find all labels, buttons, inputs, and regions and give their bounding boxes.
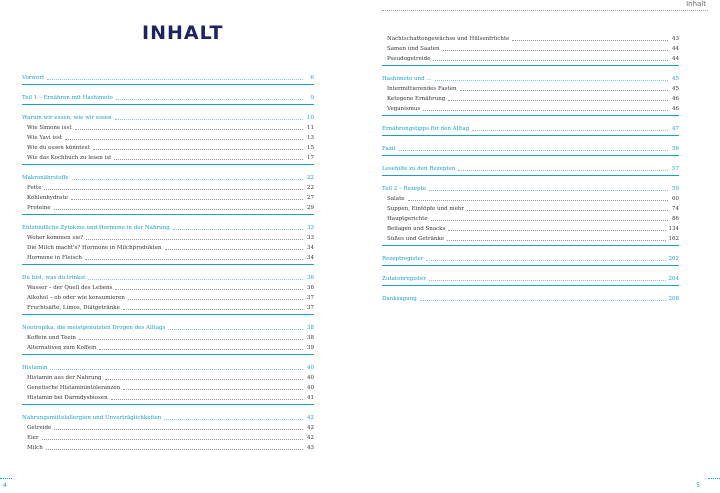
entry-label: Kohlenhydrate bbox=[27, 194, 68, 201]
dot-leader bbox=[467, 210, 668, 211]
dot-leader bbox=[472, 130, 668, 131]
entry-page-number: 36 bbox=[307, 274, 314, 281]
toc-section-entry bbox=[22, 271, 314, 281]
toc-section bbox=[382, 182, 679, 246]
entry-page-number: 15 bbox=[307, 144, 314, 151]
entry-label: Suppen, Eintöpfe und mehr bbox=[387, 205, 465, 212]
entry-label: Hashimoto und ... bbox=[382, 75, 432, 82]
entry-page-number: 38 bbox=[307, 324, 314, 331]
dot-leader bbox=[123, 389, 303, 390]
toc-section-entry bbox=[382, 272, 679, 282]
toc-sub-entry bbox=[22, 131, 314, 141]
toc-sub-entry bbox=[382, 92, 679, 102]
toc-section bbox=[382, 72, 679, 116]
toc-sub-entry bbox=[22, 201, 314, 211]
entry-page-number: 45 bbox=[672, 75, 679, 82]
entry-label: Wie das Kochbuch zu lesen ist bbox=[27, 154, 112, 161]
entry-label: Koffein und Teein bbox=[27, 334, 76, 341]
entry-page-number: 46 bbox=[672, 95, 679, 102]
entry-label: Genetische Histaminintoleranzen bbox=[27, 384, 121, 391]
toc-sub-entry bbox=[22, 241, 314, 251]
dot-leader bbox=[460, 90, 668, 91]
folio-rule bbox=[708, 478, 720, 479]
toc-section-entry bbox=[382, 292, 679, 302]
toc-section bbox=[22, 91, 314, 105]
dot-leader bbox=[429, 280, 666, 281]
entry-label: Makronährstoffe bbox=[22, 174, 69, 181]
entry-label: Du bist, was du trinkst bbox=[22, 274, 86, 281]
entry-page-number: 134 bbox=[668, 225, 679, 232]
dot-leader bbox=[75, 129, 303, 130]
dot-leader bbox=[88, 279, 303, 280]
dot-leader bbox=[54, 209, 303, 210]
entry-label: Milch bbox=[27, 444, 43, 451]
dot-leader bbox=[93, 149, 303, 150]
dot-leader bbox=[50, 369, 303, 370]
entry-label: Getreide bbox=[27, 424, 52, 431]
entry-label: Histamin bbox=[22, 364, 48, 371]
dot-leader bbox=[173, 229, 303, 230]
entry-label: Ernährungstipps für den Alltag bbox=[382, 125, 470, 132]
entry-page-number: 45 bbox=[672, 85, 679, 92]
toc-section bbox=[382, 142, 679, 156]
entry-page-number: 42 bbox=[307, 424, 314, 431]
entry-page-number: 60 bbox=[672, 195, 679, 202]
toc-sub-entry bbox=[382, 212, 679, 222]
toc-sub-entry bbox=[22, 331, 314, 341]
dot-leader bbox=[54, 429, 303, 430]
dot-leader bbox=[431, 220, 668, 221]
entry-label: Wie Yavi isst bbox=[27, 134, 63, 141]
toc-section bbox=[382, 122, 679, 136]
toc-sub-entry bbox=[22, 441, 314, 451]
dot-leader bbox=[399, 150, 668, 151]
dot-leader bbox=[115, 289, 303, 290]
toc-sub-entry bbox=[22, 431, 314, 441]
toc-section-entry bbox=[22, 71, 314, 81]
dot-leader bbox=[443, 50, 669, 51]
dot-leader bbox=[408, 200, 668, 201]
toc-section bbox=[382, 162, 679, 176]
entry-label: Fette bbox=[27, 184, 42, 191]
dot-leader bbox=[114, 159, 303, 160]
entry-label: Die Milch macht's? Hormone in Milchprodukten bbox=[27, 244, 162, 251]
entry-label: Intermittierendes Fasten bbox=[387, 85, 457, 92]
entry-page-number: 11 bbox=[307, 124, 314, 131]
toc-section-entry bbox=[382, 122, 679, 132]
entry-page-number: 34 bbox=[307, 254, 314, 261]
entry-page-number: 37 bbox=[307, 294, 314, 301]
dot-leader bbox=[123, 309, 303, 310]
toc-section-entry bbox=[382, 72, 679, 82]
dot-leader bbox=[46, 449, 303, 450]
toc-sub-entry bbox=[22, 281, 314, 291]
toc-sub-entry bbox=[382, 202, 679, 212]
toc-sub-entry bbox=[382, 42, 679, 52]
toc-sub-entry bbox=[22, 181, 314, 191]
toc-sub-entry bbox=[382, 102, 679, 112]
dot-leader bbox=[447, 240, 665, 241]
entry-label: Danksagung bbox=[382, 295, 417, 302]
toc-sub-entry bbox=[22, 381, 314, 391]
toc-section-entry bbox=[22, 171, 314, 181]
entry-page-number: 37 bbox=[307, 304, 314, 311]
entry-label: Alkohol – ob oder wie konsumieren bbox=[27, 294, 125, 301]
toc-section-entry bbox=[382, 162, 679, 172]
dot-leader bbox=[433, 60, 668, 61]
entry-page-number: 56 bbox=[672, 145, 679, 152]
dot-leader bbox=[115, 119, 303, 120]
toc-section-entry bbox=[22, 221, 314, 231]
entry-label: Fruchtsäfte, Limos, Diätgetränke bbox=[27, 304, 120, 311]
toc-sub-entry bbox=[22, 251, 314, 261]
dot-leader bbox=[423, 110, 668, 111]
entry-label: Nahrungsmittelallergien und Unverträglichkeiten bbox=[22, 414, 162, 421]
toc-section bbox=[22, 411, 314, 454]
entry-page-number: 27 bbox=[307, 194, 314, 201]
entry-label: Lesehilfe zu den Rezepten bbox=[382, 165, 456, 172]
toc-sub-entry bbox=[382, 82, 679, 92]
toc-sub-entry bbox=[22, 121, 314, 131]
entry-label: Hauptgerichte bbox=[387, 215, 428, 222]
toc-section bbox=[382, 292, 679, 305]
dot-leader bbox=[168, 329, 303, 330]
entry-page-number: 202 bbox=[668, 255, 679, 262]
entry-page-number: 41 bbox=[307, 394, 314, 401]
dot-leader bbox=[448, 230, 665, 231]
toc-section bbox=[22, 321, 314, 355]
toc-section bbox=[22, 71, 314, 85]
dot-leader bbox=[71, 199, 303, 200]
toc-section-entry bbox=[22, 321, 314, 331]
entry-label: Zutatenregister bbox=[382, 275, 426, 282]
dot-leader bbox=[85, 259, 303, 260]
entry-page-number: 13 bbox=[307, 134, 314, 141]
dot-leader bbox=[128, 299, 303, 300]
entry-page-number: 59 bbox=[672, 185, 679, 192]
entry-label: Nachtschattengewächse und Hülsenfrüchte bbox=[387, 35, 510, 42]
dot-leader bbox=[65, 139, 303, 140]
entry-page-number: 43 bbox=[307, 444, 314, 451]
dot-leader bbox=[512, 40, 668, 41]
entry-page-number: 17 bbox=[307, 154, 314, 161]
entry-page-number: 22 bbox=[307, 184, 314, 191]
entry-label: Ketogene Ernährung bbox=[387, 95, 446, 102]
entry-page-number: 40 bbox=[307, 384, 314, 391]
dot-leader bbox=[448, 100, 668, 101]
entry-label: Eier bbox=[27, 434, 39, 441]
entry-page-number: 74 bbox=[672, 205, 679, 212]
dot-leader bbox=[99, 349, 303, 350]
page-number-right: 5 bbox=[696, 482, 700, 489]
entry-page-number: 38 bbox=[307, 334, 314, 341]
toc-sub-entry bbox=[22, 151, 314, 161]
entry-label: Wie du essen könntest bbox=[27, 144, 90, 151]
entry-page-number: 9 bbox=[310, 94, 314, 101]
entry-page-number: 33 bbox=[307, 234, 314, 241]
entry-label: Süßes und Getränke bbox=[387, 235, 445, 242]
toc-section bbox=[22, 111, 314, 165]
dot-leader bbox=[164, 419, 303, 420]
entry-page-number: 42 bbox=[307, 434, 314, 441]
entry-label: Wasser – der Quell des Lebens bbox=[27, 284, 113, 291]
entry-page-number: 42 bbox=[307, 414, 314, 421]
toc-sub-entry bbox=[22, 231, 314, 241]
toc-section bbox=[22, 221, 314, 265]
toc-sub-entry bbox=[382, 192, 679, 202]
entry-page-number: 6 bbox=[310, 74, 314, 81]
right-page bbox=[360, 0, 720, 493]
toc-section bbox=[382, 272, 679, 286]
toc-section-entry bbox=[22, 91, 314, 101]
dot-leader bbox=[116, 99, 303, 100]
entry-label: Nootropika, die meistgenutzten Drogen des Alltags bbox=[22, 324, 166, 331]
entry-page-number: 46 bbox=[672, 105, 679, 112]
dot-leader bbox=[458, 170, 668, 171]
toc-section bbox=[22, 271, 314, 315]
entry-page-number: 34 bbox=[307, 244, 314, 251]
toc-right bbox=[382, 32, 679, 311]
dot-leader bbox=[105, 379, 303, 380]
toc-section bbox=[22, 361, 314, 405]
toc-sub-entry bbox=[382, 52, 679, 62]
entry-page-number: 10 bbox=[307, 114, 314, 121]
entry-label: Woher kommen sie? bbox=[27, 234, 84, 241]
toc-section bbox=[22, 171, 314, 215]
entry-page-number: 36 bbox=[307, 284, 314, 291]
toc-sub-entry bbox=[22, 141, 314, 151]
toc-sub-entry bbox=[382, 32, 679, 42]
toc-continued-block bbox=[382, 32, 679, 66]
entry-page-number: 40 bbox=[307, 364, 314, 371]
dot-leader bbox=[72, 179, 303, 180]
entry-page-number: 29 bbox=[307, 204, 314, 211]
toc-sub-entry bbox=[22, 391, 314, 401]
entry-label: Warum wir essen, wie wir essen bbox=[22, 114, 112, 121]
toc-section-entry bbox=[382, 252, 679, 262]
entry-label: Entzündliche Zytokine und Hormone in der Nahrung bbox=[22, 224, 170, 231]
folio-rule bbox=[0, 478, 12, 479]
entry-page-number: 33 bbox=[307, 224, 314, 231]
page-number-left: 4 bbox=[3, 482, 7, 489]
toc-section bbox=[382, 252, 679, 266]
dot-leader bbox=[435, 80, 668, 81]
toc-sub-entry bbox=[382, 222, 679, 232]
dot-leader bbox=[111, 399, 303, 400]
entry-label: Rezeptregister bbox=[382, 255, 424, 262]
toc-sub-entry bbox=[382, 232, 679, 242]
entry-label: Vorwort bbox=[22, 74, 45, 81]
entry-page-number: 57 bbox=[672, 165, 679, 172]
entry-label: Veganismus bbox=[387, 105, 421, 112]
toc-section-entry bbox=[382, 142, 679, 152]
entry-page-number: 47 bbox=[672, 125, 679, 132]
toc-sub-entry bbox=[22, 291, 314, 301]
dot-leader bbox=[86, 239, 303, 240]
entry-label: Histamin aus der Nahrung bbox=[27, 374, 102, 381]
entry-label: Hormone in Fleisch bbox=[27, 254, 82, 261]
toc-sub-entry bbox=[22, 371, 314, 381]
entry-page-number: 208 bbox=[668, 295, 679, 302]
toc-sub-entry bbox=[22, 191, 314, 201]
toc-sub-entry bbox=[22, 421, 314, 431]
toc-sub-entry bbox=[22, 301, 314, 311]
entry-label: Proteine bbox=[27, 204, 51, 211]
entry-page-number: 44 bbox=[672, 45, 679, 52]
entry-label: Alternativen zum Koffein bbox=[27, 344, 97, 351]
entry-label: Histamin bei Darmdysbiosen bbox=[27, 394, 108, 401]
dot-leader bbox=[42, 439, 303, 440]
dot-leader bbox=[426, 260, 665, 261]
entry-page-number: 86 bbox=[672, 215, 679, 222]
header-rule bbox=[382, 10, 708, 11]
toc-section-entry bbox=[382, 182, 679, 192]
dot-leader bbox=[44, 189, 303, 190]
entry-label: Beilagen und Snacks bbox=[387, 225, 446, 232]
entry-label: Teil 1 – Ernähren mit Hashimoto bbox=[22, 94, 113, 101]
entry-page-number: 204 bbox=[668, 275, 679, 282]
entry-label: Fazit bbox=[382, 145, 396, 152]
entry-page-number: 162 bbox=[668, 235, 679, 242]
entry-page-number: 39 bbox=[307, 344, 314, 351]
entry-page-number: 44 bbox=[672, 55, 679, 62]
running-header: Inhalt bbox=[686, 0, 706, 8]
toc-section-entry bbox=[22, 411, 314, 421]
page-title: INHALT bbox=[142, 22, 224, 44]
entry-page-number: 40 bbox=[307, 374, 314, 381]
dot-leader bbox=[47, 79, 303, 80]
dot-leader bbox=[420, 300, 666, 301]
toc-left bbox=[22, 71, 314, 460]
entry-label: Pseudogetreide bbox=[387, 55, 431, 62]
entry-label: Salate bbox=[387, 195, 405, 202]
entry-label: Wie Simone isst bbox=[27, 124, 72, 131]
dot-leader bbox=[429, 190, 668, 191]
entry-label: Samen und Saaten bbox=[387, 45, 440, 52]
dot-leader bbox=[165, 249, 303, 250]
toc-section-entry bbox=[22, 111, 314, 121]
toc-section-entry bbox=[22, 361, 314, 371]
toc-sub-entry bbox=[22, 341, 314, 351]
entry-label: Teil 2 – Rezepte bbox=[382, 185, 427, 192]
dot-leader bbox=[79, 339, 303, 340]
entry-page-number: 43 bbox=[672, 35, 679, 42]
entry-page-number: 22 bbox=[307, 174, 314, 181]
